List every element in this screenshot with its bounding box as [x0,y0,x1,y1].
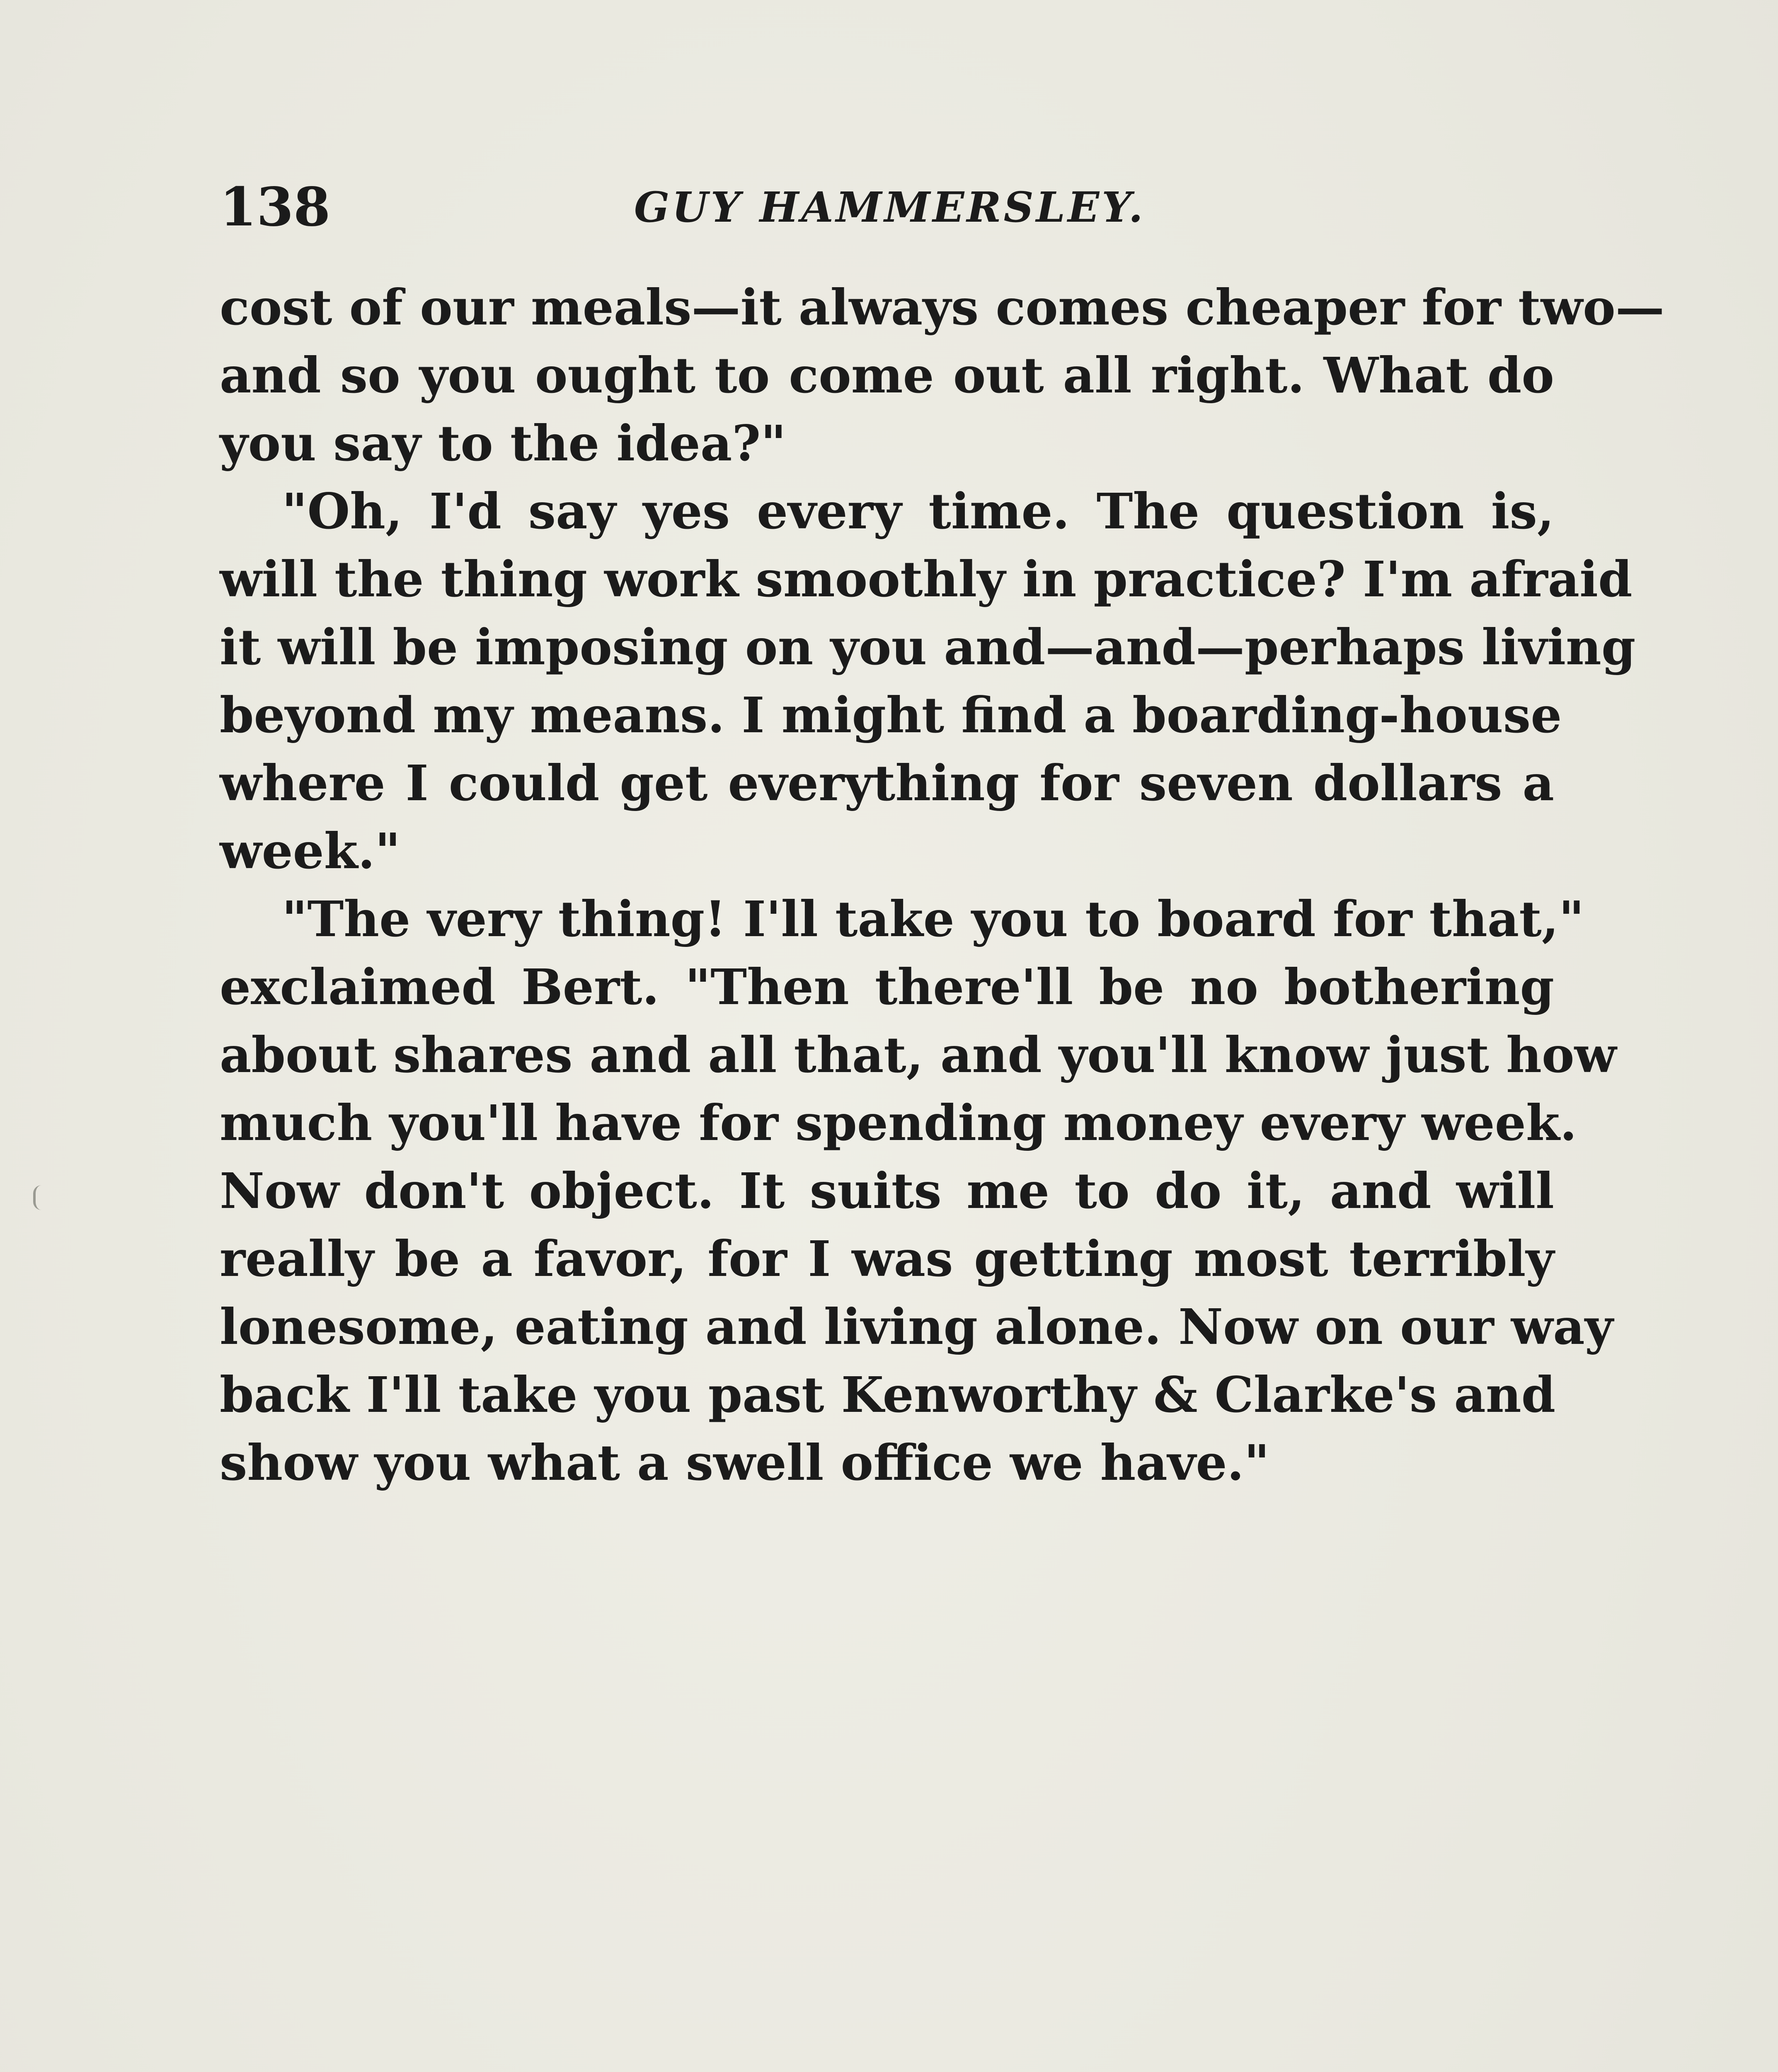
text-line: cost of our meals—it always comes cheaper for two— [220,278,1664,336]
text-line: will the thing work smoothly in practice? I'm afraid [220,550,1633,608]
text-line: back I'll take you past Kenworthy & Clarke's and [220,1366,1556,1423]
text-line: really be a favor, for I was getting most terribly [220,1230,1554,1288]
text-line: exclaimed Bert. "Then there'll be no bothering [220,958,1554,1016]
text-line: lonesome, eating and living alone. Now on our way [220,1298,1613,1356]
text-line: show you what a swell office we have." [220,1434,1270,1491]
text-line: "Oh, I'd say yes every time. The question is, [282,482,1554,540]
running-title: GUY HAMMERSLEY. [634,183,1146,232]
text-line: where I could get everything for seven dollars a [220,754,1554,812]
text-line: you say to the idea?" [220,414,786,472]
text-line: about shares and all that, and you'll know just how [220,1026,1617,1084]
text-line: week." [220,822,401,880]
running-head [220,174,1562,240]
text-line: "The very thing! I'll take you to board for that," [282,890,1584,948]
page-number: 138 [220,176,331,238]
text-line: Now don't object. It suits me to do it, and will [220,1162,1554,1220]
text-line: and so you ought to come out all right. What do [220,346,1554,404]
page-body-text [220,274,1664,1497]
margin-pencil-mark [33,1185,41,1210]
text-line: much you'll have for spending money every week. [220,1094,1577,1152]
text-line: it will be imposing on you and—and—perhaps living [220,618,1636,676]
text-line: beyond my means. I might find a boarding-house [220,686,1562,744]
